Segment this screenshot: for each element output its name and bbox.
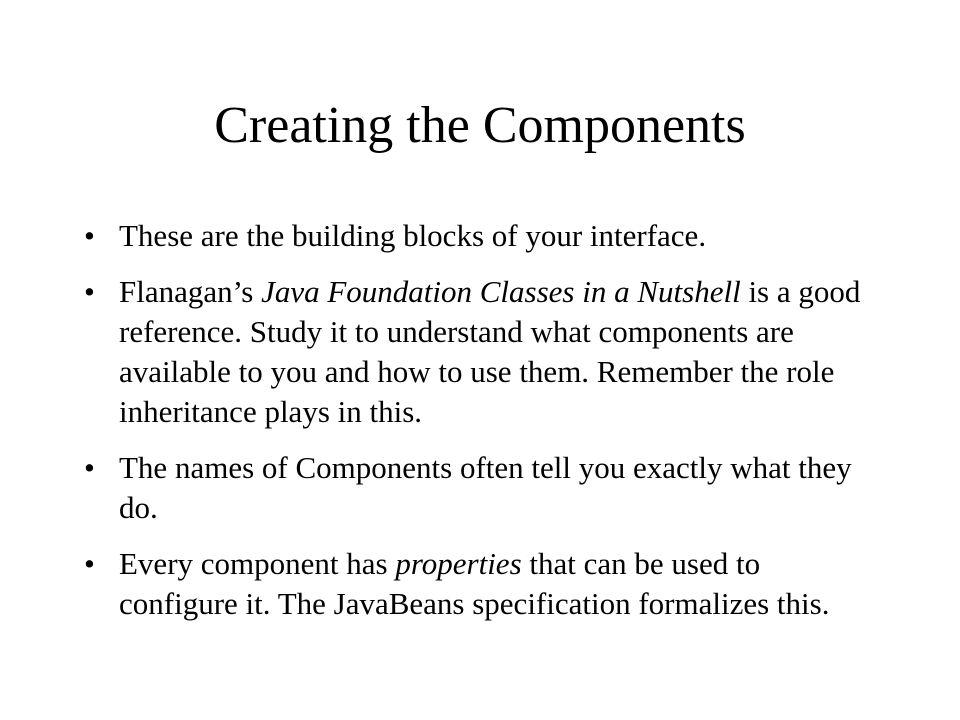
bullet-marker: • xyxy=(84,274,95,309)
bullet-item-component-names xyxy=(84,448,884,528)
bullet-list xyxy=(84,216,884,624)
slide-title: Creating the Components xyxy=(214,97,746,154)
bullet-item-properties xyxy=(84,544,884,624)
bullet-text: Every component has xyxy=(119,546,396,581)
properties-term: properties xyxy=(395,546,522,581)
bullet-text: that can be used to configure it. The JavaBeans specification formalizes this. xyxy=(119,546,830,621)
bullet-item-flanagan-reference xyxy=(84,272,884,432)
bullet-marker: • xyxy=(84,218,95,253)
bullet-text: is a good reference. Study it to understand what components are available to you and how to use them. Remember the role inheritance plays in this. xyxy=(119,274,861,429)
bullet-text: These are the building blocks of your interface. xyxy=(119,218,707,253)
bullet-text: The names of Components often tell you exactly what they do. xyxy=(119,450,852,525)
bullet-marker: • xyxy=(84,450,95,485)
bullet-text: Flanagan’s xyxy=(119,274,262,309)
bullet-item-building-blocks xyxy=(84,216,884,256)
book-title: Java Foundation Classes in a Nutshell xyxy=(261,274,741,309)
bullet-marker: • xyxy=(84,546,95,581)
